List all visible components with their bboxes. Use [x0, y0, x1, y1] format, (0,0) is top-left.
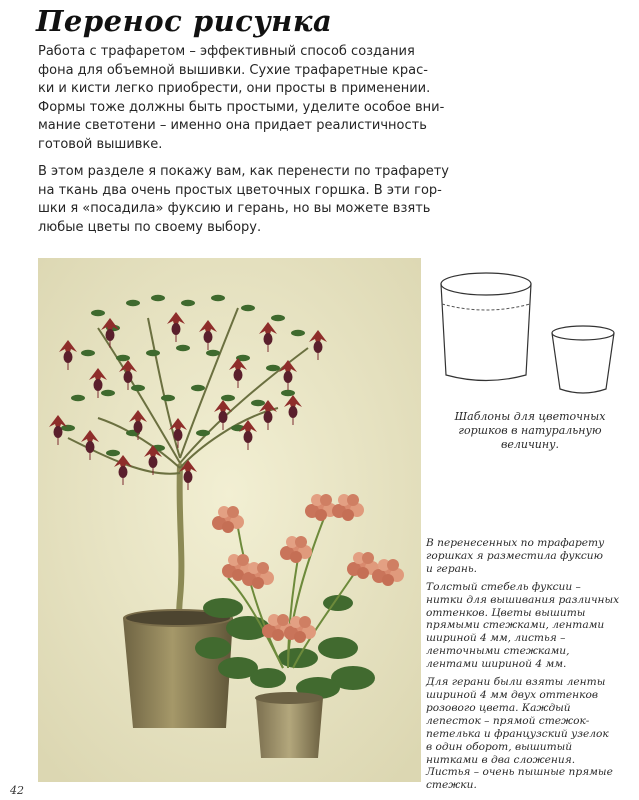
- intro-paragraph-2: [38, 163, 449, 237]
- caption-line: розового цвета. Каждый: [426, 701, 571, 714]
- text-line: любые цветы по своему выбору.: [38, 219, 262, 235]
- short-pot-template: [548, 323, 618, 398]
- caption-line: Для герани были взяты ленты: [426, 676, 606, 689]
- text-line: ки и кисти легко приобрести, они просты в применении.: [38, 81, 431, 96]
- intro-paragraph-1: [38, 43, 445, 154]
- text-line: шки я «посадила» фуксию и герань, но вы можете взять: [38, 201, 431, 216]
- caption-line: лепесток – прямой стежок-: [426, 714, 590, 727]
- caption-line: шириной 4 мм, листья –: [426, 632, 566, 645]
- text-line: Работа с трафаретом – эффективный способ создания: [38, 44, 415, 59]
- caption-line: горшков в натуральную: [458, 424, 602, 437]
- text-line: на ткань два очень простых цветочных горшка. В эти гор-: [38, 182, 442, 198]
- caption-line: горшках я разместила фуксию: [426, 549, 603, 562]
- caption-line: Толстый стебель фуксии –: [426, 580, 581, 593]
- caption-line: шириной 4 мм двух оттенков: [426, 688, 599, 701]
- photo-captions: [426, 537, 636, 792]
- caption-line: лентами шириной 4 мм.: [426, 658, 567, 671]
- page-title: Перенос рисунка: [36, 4, 333, 38]
- page-number: 42: [10, 784, 24, 797]
- caption-line: В перенесенных по трафарету: [426, 537, 605, 549]
- caption-line: оттенков. Цветы вышиты: [426, 606, 586, 619]
- caption-line: нитками в два сложения.: [426, 753, 576, 766]
- caption-line: стежки.: [426, 779, 477, 792]
- caption-line: Листья – очень пышные прямые: [426, 766, 613, 779]
- templates-caption: [430, 410, 630, 452]
- caption-line: нитки для вышивания различных: [426, 593, 620, 606]
- caption-line: петелька и французский узелок: [426, 727, 609, 740]
- caption-line: ленточными стежками,: [426, 645, 570, 658]
- caption-line: Шаблоны для цветочных: [454, 410, 606, 423]
- text-line: фона для объемной вышивки. Сухие трафаретные крас-: [38, 62, 428, 78]
- tall-pot-template: [436, 270, 536, 388]
- text-line: В этом разделе я покажу вам, как перенести по трафарету: [38, 164, 449, 179]
- text-line: мание светотени – именно она придает реалистичность: [38, 118, 427, 133]
- caption-line: в один оборот, вышитый: [426, 740, 573, 753]
- caption-line: величину.: [500, 438, 560, 451]
- caption-line: и герань.: [426, 562, 478, 575]
- text-line: готовой вышивке.: [38, 136, 163, 152]
- embroidery-photo: [38, 258, 421, 782]
- text-line: Формы тоже должны быть простыми, уделите особое вни-: [38, 99, 445, 115]
- caption-line: прямыми стежками, лентами: [426, 619, 605, 632]
